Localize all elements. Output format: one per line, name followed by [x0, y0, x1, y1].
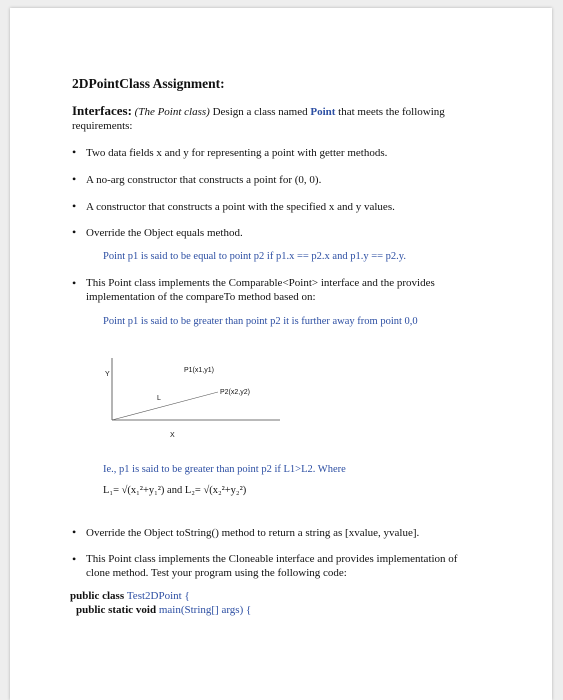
bullet-icon: •: [72, 199, 77, 213]
bullet-icon: •: [72, 552, 77, 566]
intro-paragraph: [72, 104, 482, 133]
bullet-item-noarg-constructor: • A no-arg constructor that constructs a point for (0, 0).: [72, 172, 322, 186]
distance-formula: L₁= √(x₁²+y₁²) and L₂= √(x₂²+y₂²): [103, 485, 247, 496]
l-label: L: [157, 395, 161, 402]
bullet-item-comparable: • This Point class implements the Comparable<Point> interface and the provides implementation of the compareTo method based on:: [72, 276, 435, 303]
bullet-item-tostring: • Override the Object toString() method to return a string as [xvalue, yvalue].: [72, 525, 420, 539]
intro-post: that meets the following requirements:: [72, 106, 445, 132]
bullet-icon: •: [72, 145, 77, 159]
code-line-class: public class Test2DPoint {: [70, 590, 190, 602]
point-keyword: Point: [310, 106, 336, 118]
assignment-title: 2DPointClass Assignment:: [72, 76, 225, 91]
distance-diagram: [105, 358, 300, 448]
bullet-icon: •: [72, 225, 77, 239]
point-class-paren: (The Point class): [134, 106, 210, 118]
code-line-main: public static void main(String[] args) {: [76, 604, 252, 616]
compare-note: Point p1 is said to be greater than point p2 it is further away from point 0,0: [103, 316, 418, 327]
equals-note: Point p1 is said to be equal to point p2 if p1.x == p2.x and p1.y == p2.y.: [103, 251, 406, 262]
bullet-item-cloneable: • This Point class implements the Cloneable interface and provides implementation of clone method. Test your program using the following code:: [72, 552, 458, 579]
interfaces-heading: Interfaces:: [72, 103, 132, 118]
y-axis-label: Y: [105, 371, 110, 378]
bullet-icon: •: [72, 525, 77, 539]
bullet-item-equals: • Override the Object equals method.: [72, 225, 243, 239]
intro-pre: Design a class named: [212, 106, 308, 118]
p1-label: P1(x1,y1): [184, 367, 214, 374]
bullet-item-xy-constructor: • A constructor that constructs a point with the specified x and y values.: [72, 199, 395, 213]
bullet-icon: •: [72, 172, 77, 186]
bullet-item-fields: • Two data fields x and y for representing a point with getter methods.: [72, 145, 388, 159]
bullet-icon: •: [72, 276, 77, 290]
document-page: [10, 8, 552, 700]
ie-text: Ie., p1 is said to be greater than point p2 if L1>L2. Where: [103, 464, 346, 475]
x-axis-label: X: [170, 432, 175, 439]
p2-label: P2(x2,y2): [220, 389, 250, 396]
distance-line: [112, 392, 218, 420]
